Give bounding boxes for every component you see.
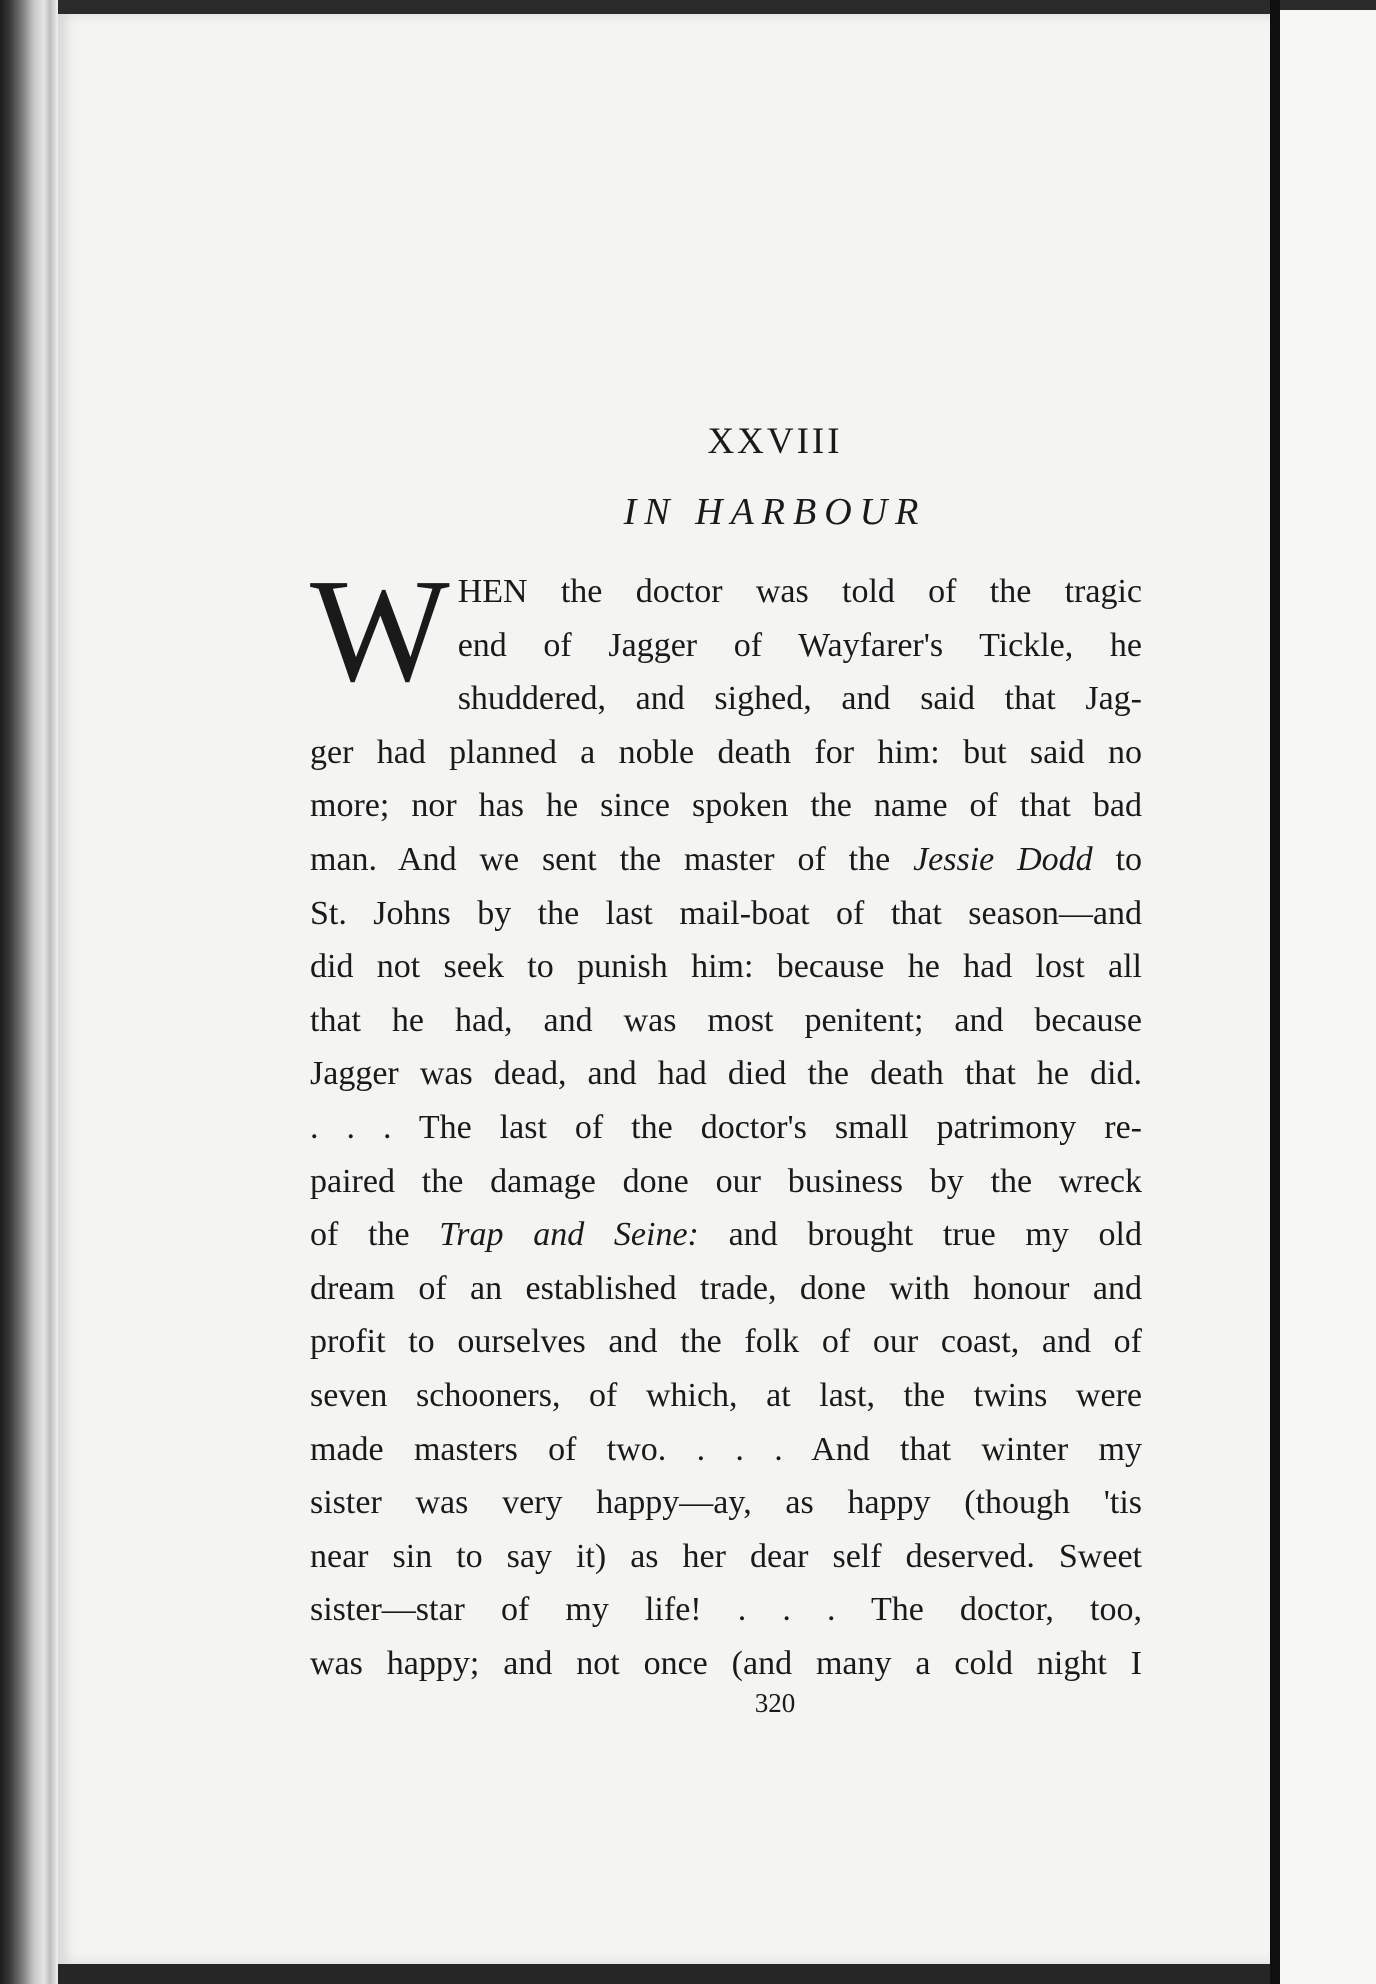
dropcap: W <box>310 549 450 713</box>
text-line: sister—star of my life! . . . The doctor, too, <box>310 1591 1142 1629</box>
ship-name-trap-and-seine: Trap and Seine: <box>439 1216 699 1254</box>
text-line: dream of an established trade, done with honour and <box>310 1269 1142 1307</box>
body-text <box>310 549 1143 1690</box>
text-segment: of the <box>310 1216 410 1254</box>
text-segment: to <box>1115 840 1143 878</box>
chapter-title: IN HARBOUR <box>623 491 927 533</box>
text-line: profit to ourselves and the folk of our coast, and of <box>310 1323 1142 1361</box>
page-number: 320 <box>754 1688 796 1718</box>
text-line: seven schooners, of which, at last, the twins were <box>310 1376 1142 1414</box>
text-line: made masters of two. . . . And that winter my <box>310 1430 1142 1468</box>
text-line: St. Johns by the last mail-boat of that season—and <box>310 894 1142 932</box>
text-line: more; nor has he since spoken the name of that bad <box>310 787 1142 825</box>
text-line: end of Jagger of Wayfarer's Tickle, he <box>457 626 1142 664</box>
text-line: near sin to say it) as her dear self deserved. Sweet <box>310 1537 1142 1575</box>
text-line: paired the damage done our business by the wreck <box>310 1162 1142 1200</box>
ship-name-jessie-dodd: Jessie Dodd <box>913 840 1093 878</box>
text-line <box>310 833 1142 887</box>
book-bottom-edge <box>58 1964 1270 1984</box>
text-line: did not seek to punish him: because he had lost all <box>310 948 1142 986</box>
text-line: Jagger was dead, and had died the death that he did. <box>310 1055 1142 1093</box>
text-segment: man. And we sent the master of the <box>310 840 891 878</box>
text-line: that he had, and was most penitent; and because <box>310 1001 1142 1039</box>
text-segment: and brought true my old <box>728 1216 1143 1254</box>
text-line: shuddered, and sighed, and said that Jag- <box>457 680 1142 718</box>
text-line: ger had planned a noble death for him: but said no <box>310 733 1142 771</box>
text-line <box>310 1208 1142 1262</box>
chapter-number: XXVIII <box>707 421 843 462</box>
text-line: sister was very happy—ay, as happy (though 'tis <box>310 1484 1142 1522</box>
page-gutter <box>1270 0 1280 1984</box>
book-page-edges <box>0 0 58 1984</box>
book-top-edge <box>0 0 1376 14</box>
text-line: HEN the doctor was told of the tragic <box>457 573 1142 610</box>
text-line: . . . The last of the doctor's small patrimony re- <box>310 1108 1142 1146</box>
text-line: was happy; and not once (and many a cold night I <box>310 1644 1142 1682</box>
